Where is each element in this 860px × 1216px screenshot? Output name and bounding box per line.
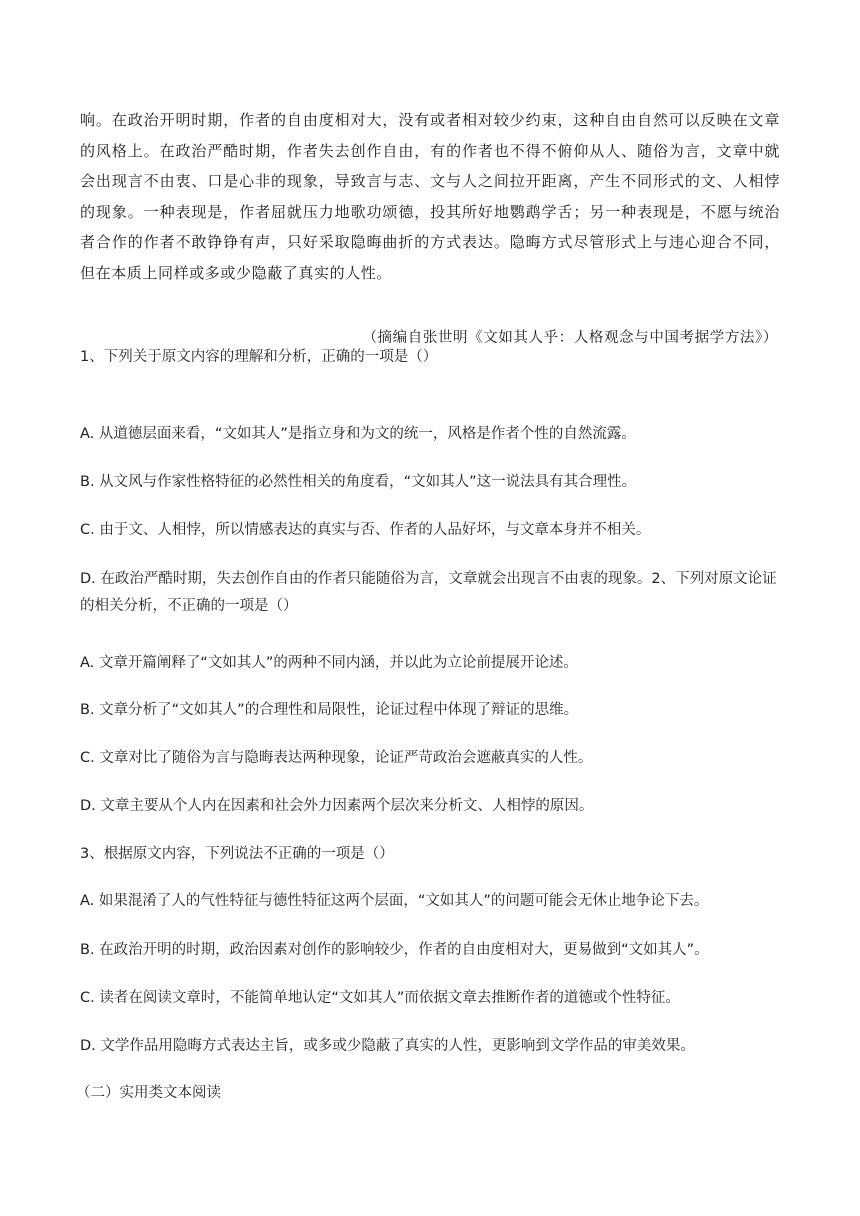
question-1-option-a: A. 从道德层面来看，“文如其人”是指立身和为文的统一，风格是作者个性的自然流露。 [80,426,636,442]
question-2-option-c: C. 文章对比了随俗为言与隐晦表达两种现象，论证严苛政治会遮蔽真实的人性。 [80,750,593,766]
question-3-option-c: C. 读者在阅读文章时，不能简单地认定“文如其人”而依据文章去推断作者的道德或个性特征。 [80,990,680,1006]
question-1-stem: 1、下列关于原文内容的理解和分析，正确的一项是（） [80,349,438,365]
question-3-option-a: A. 如果混淆了人的气性特征与德性特征这两个层面，“文如其人”的问题可能会无休止地争论下去。 [80,893,709,909]
question-3-option-b: B. 在政治开明的时期，政治因素对创作的影响较少，作者的自由度相对大，更易做到“文如其人”。 [80,942,709,958]
question-2-option-b: B. 文章分析了“文如其人”的合理性和局限性，论证过程中体现了辩证的思维。 [80,702,579,718]
question-2-option-d: D. 文章主要从个人内在因素和社会外力因素两个层次来分析文、人相悖的原因。 [80,798,594,814]
question-2-option-a: A. 文章开篇阐释了“文如其人”的两种不同内涵，并以此为立论前提展开论述。 [80,655,578,671]
question-1-option-b: B. 从文风与作家性格特征的必然性相关的角度看，“文如其人”这一说法具有其合理性。 [80,474,637,490]
intro-paragraph: 响。在政治开明时期，作者的自由度相对大，没有或者相对较少约束，这种自由自然可以反映在文章的风格上。在政治严酷时期，作者失去创作自由，有的作者也不得不俯仰从人、随俗为言，文章中就会出现言不由衷、口是心非的现象，导致言与志、文与人之间拉开距离，产生不同形式的文、人相悖的现象。一种表现是，作者屈就压力地歌功颂德，投其所好地鹦鹉学舌；另一种表现是，不愿与统治者合作的作者不敢铮铮有声，只好采取隐晦曲折的方式表达。隐晦方式尽管形式上与违心迎合不同，但在本质上同样或多或少隐蔽了真实的人性。 [80,111,780,282]
section-heading: （二）实用类文本阅读 [76,1085,221,1101]
question-1-option-c: C. 由于文、人相悖，所以情感表达的真实与否、作者的人品好坏，与文章本身并不相关。 [80,522,651,538]
question-3-stem: 3、根据原文内容，下列说法不正确的一项是（） [80,846,394,862]
question-1-option-d-and-question-2-stem: D. 在政治严酷时期，失去创作自由的作者只能随俗为言，文章就会出现言不由衷的现象。2、下列对原文论证的相关分析，不正确的一项是（） [80,571,777,614]
question-3-option-d: D. 文学作品用隐晦方式表达主旨，或多或少隐蔽了真实的人性，更影响到文学作品的审美效果。 [80,1038,695,1054]
source-citation: （摘编自张世明《文如其人乎：人格观念与中国考据学方法》） [362,330,778,346]
